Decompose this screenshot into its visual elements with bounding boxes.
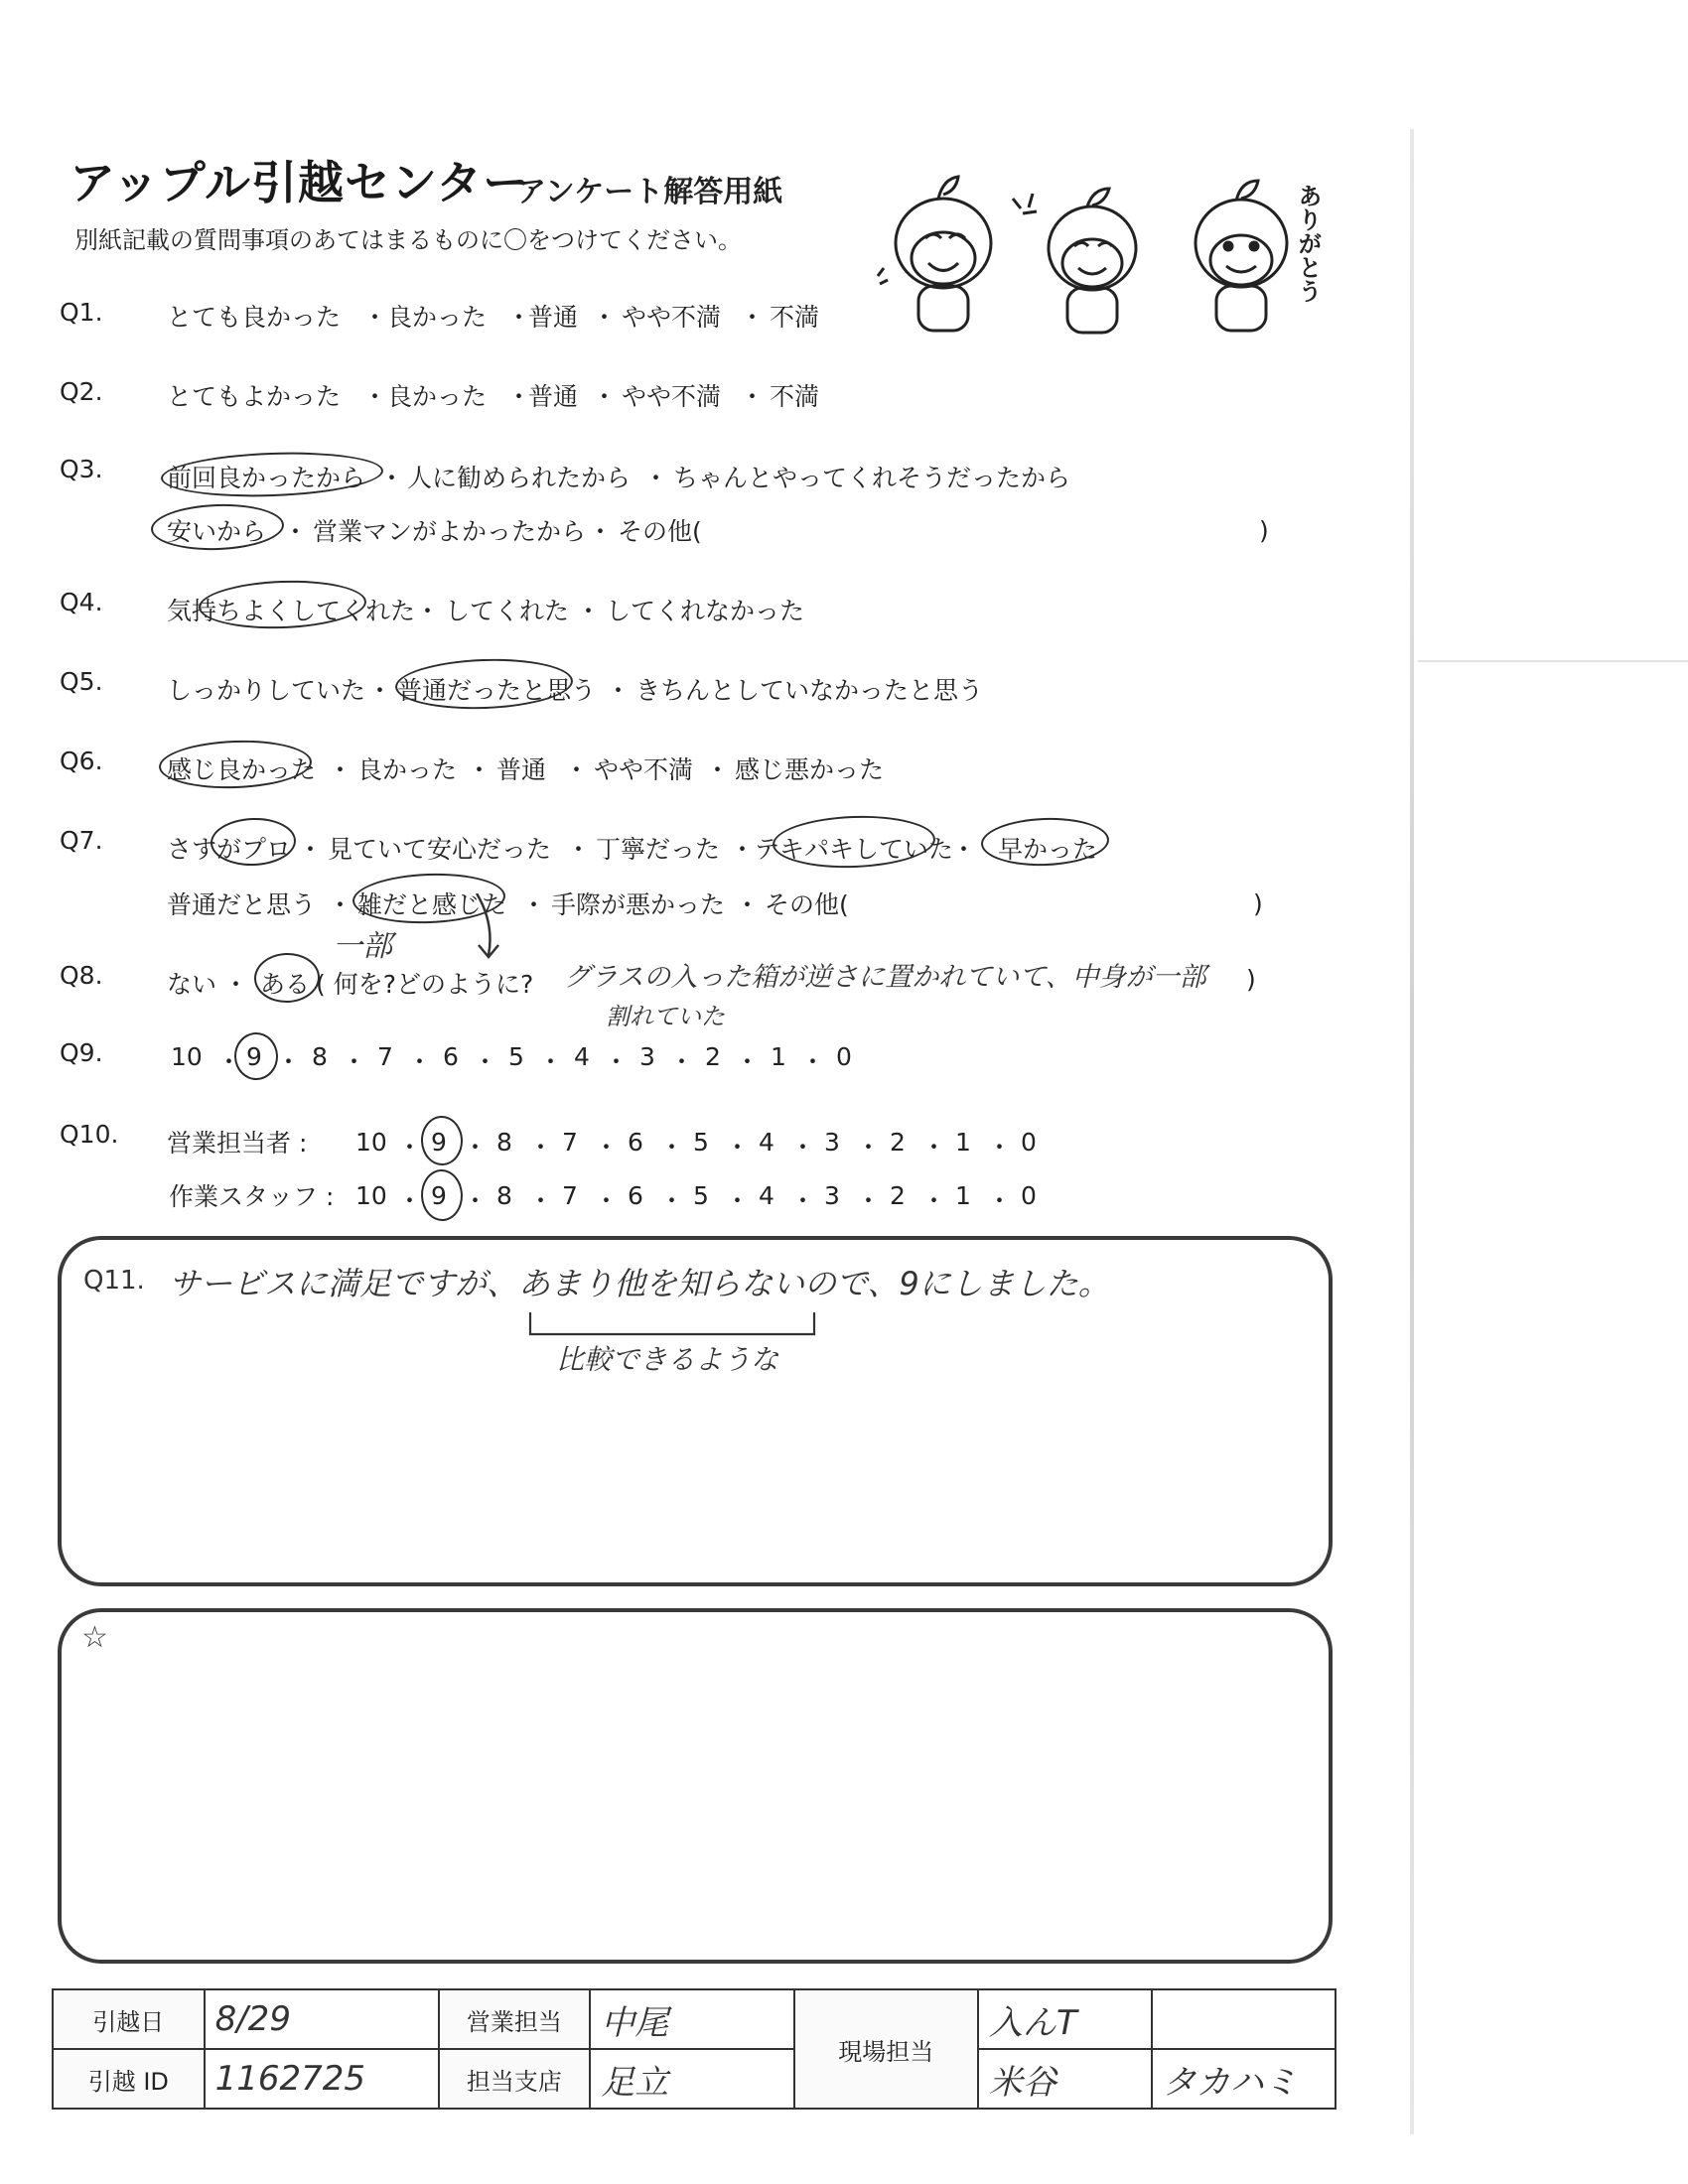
q10-sales-value[interactable]: 5: [693, 1128, 709, 1157]
q9-scale-value[interactable]: 5: [508, 1042, 524, 1071]
separator-dot: ・: [576, 597, 602, 625]
move-date-label: 引越日: [53, 1989, 205, 2049]
q7-option[interactable]: 早かった: [998, 835, 1098, 864]
site-rep-value: タカハミ: [1152, 2049, 1336, 2109]
separator-dot: ・: [362, 382, 388, 411]
q8-close-paren: ): [1246, 965, 1256, 994]
branch-value: 足立: [590, 2049, 793, 2109]
separator-dot: ・: [987, 1133, 1013, 1161]
separator-dot: ・: [566, 835, 592, 864]
separator-dot: ・: [362, 303, 388, 332]
q9-scale-value[interactable]: 1: [771, 1042, 786, 1071]
q7-handwritten-note: 一部: [333, 929, 392, 964]
q11-label: Q11.: [83, 1266, 145, 1296]
separator-dot: ・: [592, 382, 618, 411]
separator-dot: ・: [730, 835, 756, 864]
q10-staff-value[interactable]: 1: [955, 1181, 971, 1210]
separator-dot: ・: [921, 1133, 947, 1161]
separator-dot: ・: [528, 1133, 554, 1161]
separator-dot: ・: [735, 890, 761, 919]
q10-sales-value[interactable]: 9: [431, 1128, 447, 1157]
separator-dot: ・: [473, 1047, 498, 1076]
q9-scale-value[interactable]: 7: [377, 1042, 393, 1071]
branch-label: 担当支店: [439, 2049, 591, 2109]
q10-staff-value[interactable]: 8: [496, 1181, 512, 1210]
separator-dot: ・: [987, 1186, 1013, 1215]
q5-option[interactable]: 普通だったと思う: [397, 676, 597, 705]
mascot-caption: ありがとう: [1294, 184, 1322, 303]
q7-option[interactable]: その他(: [765, 890, 849, 919]
site-rep-value: 米谷: [978, 2049, 1152, 2109]
site-rep-label: 現場担当: [794, 1989, 978, 2109]
form-title: アンケート解答用紙: [516, 175, 783, 209]
q10-staff-value[interactable]: 10: [355, 1181, 387, 1210]
selection-circle: [253, 952, 321, 1004]
q6-option[interactable]: 感じ悪かった: [735, 755, 885, 784]
separator-dot: ・: [407, 1047, 433, 1076]
q10-sales-value[interactable]: 4: [759, 1128, 774, 1157]
q8-handwritten-answer: グラスの入った箱が逆さに置かれていて、中身が一部: [564, 962, 1206, 993]
q10-label: Q10.: [60, 1120, 119, 1149]
q10-sales-value[interactable]: 6: [628, 1128, 643, 1157]
q9-scale-value[interactable]: 8: [312, 1042, 328, 1071]
monkey-icon: [1196, 181, 1287, 331]
q10-staff-value[interactable]: 5: [693, 1181, 709, 1210]
q9-label: Q9.: [60, 1038, 103, 1067]
q3-label: Q3.: [60, 455, 103, 483]
brand-title: アップル引越センター: [70, 156, 530, 209]
separator-dot: ・: [415, 597, 441, 625]
separator-dot: ・: [216, 1047, 242, 1076]
separator-dot: ・: [328, 755, 353, 784]
separator-dot: ・: [604, 1047, 630, 1076]
arrow-icon: [467, 893, 506, 963]
q10-staff-value[interactable]: 9: [431, 1181, 447, 1210]
move-date-value: 8/29: [205, 1989, 439, 2049]
separator-dot: ・: [725, 1133, 751, 1161]
q7-option[interactable]: テキパキしていた: [755, 835, 954, 864]
move-id-value: 1162725: [205, 2049, 439, 2109]
separator-dot: ・: [298, 835, 324, 864]
selection-circle: [420, 1168, 464, 1221]
q1-option[interactable]: 普通: [528, 303, 579, 332]
separator-dot: ・: [951, 835, 977, 864]
separator-dot: ・: [856, 1186, 882, 1215]
q6-label: Q6.: [60, 747, 103, 775]
q10-staff-value[interactable]: 3: [824, 1181, 840, 1210]
q2-option[interactable]: 不満: [770, 382, 820, 411]
separator-dot: ・: [740, 303, 766, 332]
q10-sales-value[interactable]: 1: [955, 1128, 971, 1157]
q10-sales-value[interactable]: 3: [824, 1128, 840, 1157]
separator-dot: ・: [740, 382, 766, 411]
separator-dot: ・: [223, 970, 249, 999]
q11-handwritten-comment: サービスに満足ですが、あまり他を知らないので、9にしました。: [169, 1265, 1110, 1302]
separator-dot: ・: [921, 1186, 947, 1215]
q5-option[interactable]: しっかりしていた: [167, 676, 366, 705]
q9-scale-value[interactable]: 9: [246, 1042, 262, 1071]
q10-sales-value[interactable]: 0: [1021, 1128, 1037, 1157]
q7-option[interactable]: 丁寧だった: [596, 835, 721, 864]
site-rep-value: 入んT: [978, 1989, 1152, 2049]
q1-option[interactable]: 不満: [770, 303, 820, 332]
separator-dot: ・: [725, 1186, 751, 1215]
separator-dot: ・: [790, 1133, 816, 1161]
separator-dot: ・: [521, 890, 547, 919]
q10-staff-value[interactable]: 6: [628, 1181, 643, 1210]
q2-option[interactable]: 良かった: [387, 382, 488, 411]
separator-dot: ・: [506, 382, 532, 411]
q3-option[interactable]: その他(: [618, 517, 702, 546]
separator-dot: ・: [735, 1047, 761, 1076]
selection-circle: [233, 1031, 279, 1081]
q3-option[interactable]: ちゃんとやってくれそうだったから: [673, 464, 1071, 492]
q11-handwritten-insert: 比較できるような: [556, 1343, 779, 1376]
separator-dot: ・: [463, 1133, 489, 1161]
q7-label: Q7.: [60, 826, 103, 855]
separator-dot: ・: [669, 1047, 695, 1076]
q5-label: Q5.: [60, 667, 103, 696]
q10-staff-value[interactable]: 7: [562, 1181, 578, 1210]
separator-dot: ・: [379, 464, 405, 492]
q8-prompt: ( 何を?どのように?: [316, 970, 534, 999]
q6-option[interactable]: 感じ良かった: [167, 755, 317, 784]
q9-scale-value[interactable]: 0: [836, 1042, 852, 1071]
sales-rep-label: 営業担当: [439, 1989, 591, 2049]
site-rep-value-extra: [1152, 1989, 1336, 2049]
q10-staff-value[interactable]: 0: [1021, 1181, 1037, 1210]
selection-circle: [420, 1115, 464, 1165]
q1-option[interactable]: やや不満: [622, 303, 722, 332]
separator-dot: ・: [594, 1186, 620, 1215]
q10-sales-value[interactable]: 8: [496, 1128, 512, 1157]
q1-option[interactable]: とても良かった: [167, 303, 342, 332]
q10-sales-value[interactable]: 10: [355, 1128, 387, 1157]
separator-dot: ・: [790, 1186, 816, 1215]
mascot-illustration: [874, 169, 1350, 347]
separator-dot: ・: [397, 1133, 423, 1161]
q4-label: Q4.: [60, 588, 103, 616]
sheet-edge: [1410, 129, 1414, 2134]
q7-option[interactable]: 雑だと感じた: [357, 890, 507, 919]
q10-staff-value[interactable]: 2: [890, 1181, 906, 1210]
separator-dot: ・: [588, 517, 614, 546]
q9-scale-value[interactable]: 2: [705, 1042, 721, 1071]
q2-option[interactable]: やや不満: [622, 382, 722, 411]
q10-sales-value[interactable]: 7: [562, 1128, 578, 1157]
q5-option[interactable]: きちんとしていなかったと思う: [635, 676, 984, 705]
q10-staff-label: 作業スタッフ :: [169, 1182, 335, 1211]
separator-dot: ・: [397, 1186, 423, 1215]
separator-dot: ・: [283, 517, 309, 546]
q3-option[interactable]: 安いから: [167, 517, 267, 546]
q1-label: Q1.: [60, 298, 103, 327]
q4-option[interactable]: してくれた: [445, 597, 570, 625]
q10-staff-value[interactable]: 4: [759, 1181, 774, 1210]
move-info-table: [52, 1988, 1336, 2110]
q9-scale-value[interactable]: 4: [574, 1042, 590, 1071]
q7-option[interactable]: 普通だと思う: [167, 890, 317, 919]
q6-option[interactable]: やや不満: [594, 755, 694, 784]
separator-dot: ・: [276, 1047, 302, 1076]
separator-dot: ・: [463, 1186, 489, 1215]
monkey-icon: [878, 177, 991, 331]
q2-label: Q2.: [60, 377, 103, 406]
separator-dot: ・: [506, 303, 532, 332]
separator-dot: ・: [594, 1133, 620, 1161]
separator-dot: ・: [659, 1133, 685, 1161]
separator-dot: ・: [659, 1186, 685, 1215]
q7-option[interactable]: 見ていて安心だった: [328, 835, 552, 864]
q9-scale-value[interactable]: 10: [171, 1042, 203, 1071]
monkey-icon: [1013, 189, 1136, 333]
q3-option[interactable]: 前回良かったから: [167, 464, 366, 492]
q2-option[interactable]: 普通: [528, 382, 579, 411]
insert-mark-icon: [526, 1308, 824, 1338]
q7-option[interactable]: さすがプロ: [167, 835, 292, 864]
q1-option[interactable]: 良かった: [387, 303, 488, 332]
separator-dot: ・: [643, 464, 669, 492]
q2-option[interactable]: とてもよかった: [167, 382, 342, 411]
q7-close-paren: ): [1253, 889, 1263, 918]
q7-option[interactable]: 手際が悪かった: [551, 890, 726, 919]
separator-dot: ・: [342, 1047, 367, 1076]
sales-rep-value: 中尾: [590, 1989, 793, 2049]
q8-handwritten-answer: 割れていた: [606, 1003, 725, 1030]
separator-dot: ・: [367, 676, 393, 705]
q10-sales-label: 営業担当者 :: [167, 1129, 308, 1158]
q6-option[interactable]: 普通: [496, 755, 547, 784]
star-comment-box[interactable]: [58, 1608, 1333, 1964]
q10-sales-value[interactable]: 2: [890, 1128, 906, 1157]
separator-dot: ・: [705, 755, 731, 784]
separator-dot: ・: [800, 1047, 826, 1076]
instruction-text: 別紙記載の質問事項のあてはまるものに〇をつけてください。: [74, 226, 742, 254]
q9-scale-value[interactable]: 3: [639, 1042, 655, 1071]
q3-close-paren: ): [1259, 516, 1269, 545]
q4-option[interactable]: してくれなかった: [606, 597, 805, 625]
scan-line: [1418, 660, 1688, 662]
separator-dot: ・: [328, 890, 353, 919]
q4-option[interactable]: 気持ちよくしてくれた: [167, 597, 416, 625]
move-id-label: 引越 ID: [53, 2049, 205, 2109]
q6-option[interactable]: 良かった: [357, 755, 458, 784]
star-icon: ☆: [81, 1620, 108, 1655]
separator-dot: ・: [606, 676, 632, 705]
separator-dot: ・: [592, 303, 618, 332]
separator-dot: ・: [467, 755, 492, 784]
q3-option[interactable]: 人に勧められたから: [407, 464, 632, 492]
separator-dot: ・: [856, 1133, 882, 1161]
separator-dot: ・: [538, 1047, 564, 1076]
q9-scale-value[interactable]: 6: [443, 1042, 459, 1071]
q8-option[interactable]: ある: [260, 970, 311, 999]
q8-option[interactable]: ない: [167, 970, 217, 999]
separator-dot: ・: [528, 1186, 554, 1215]
q8-label: Q8.: [60, 961, 103, 990]
separator-dot: ・: [564, 755, 590, 784]
q3-option[interactable]: 営業マンがよかったから: [313, 517, 587, 546]
